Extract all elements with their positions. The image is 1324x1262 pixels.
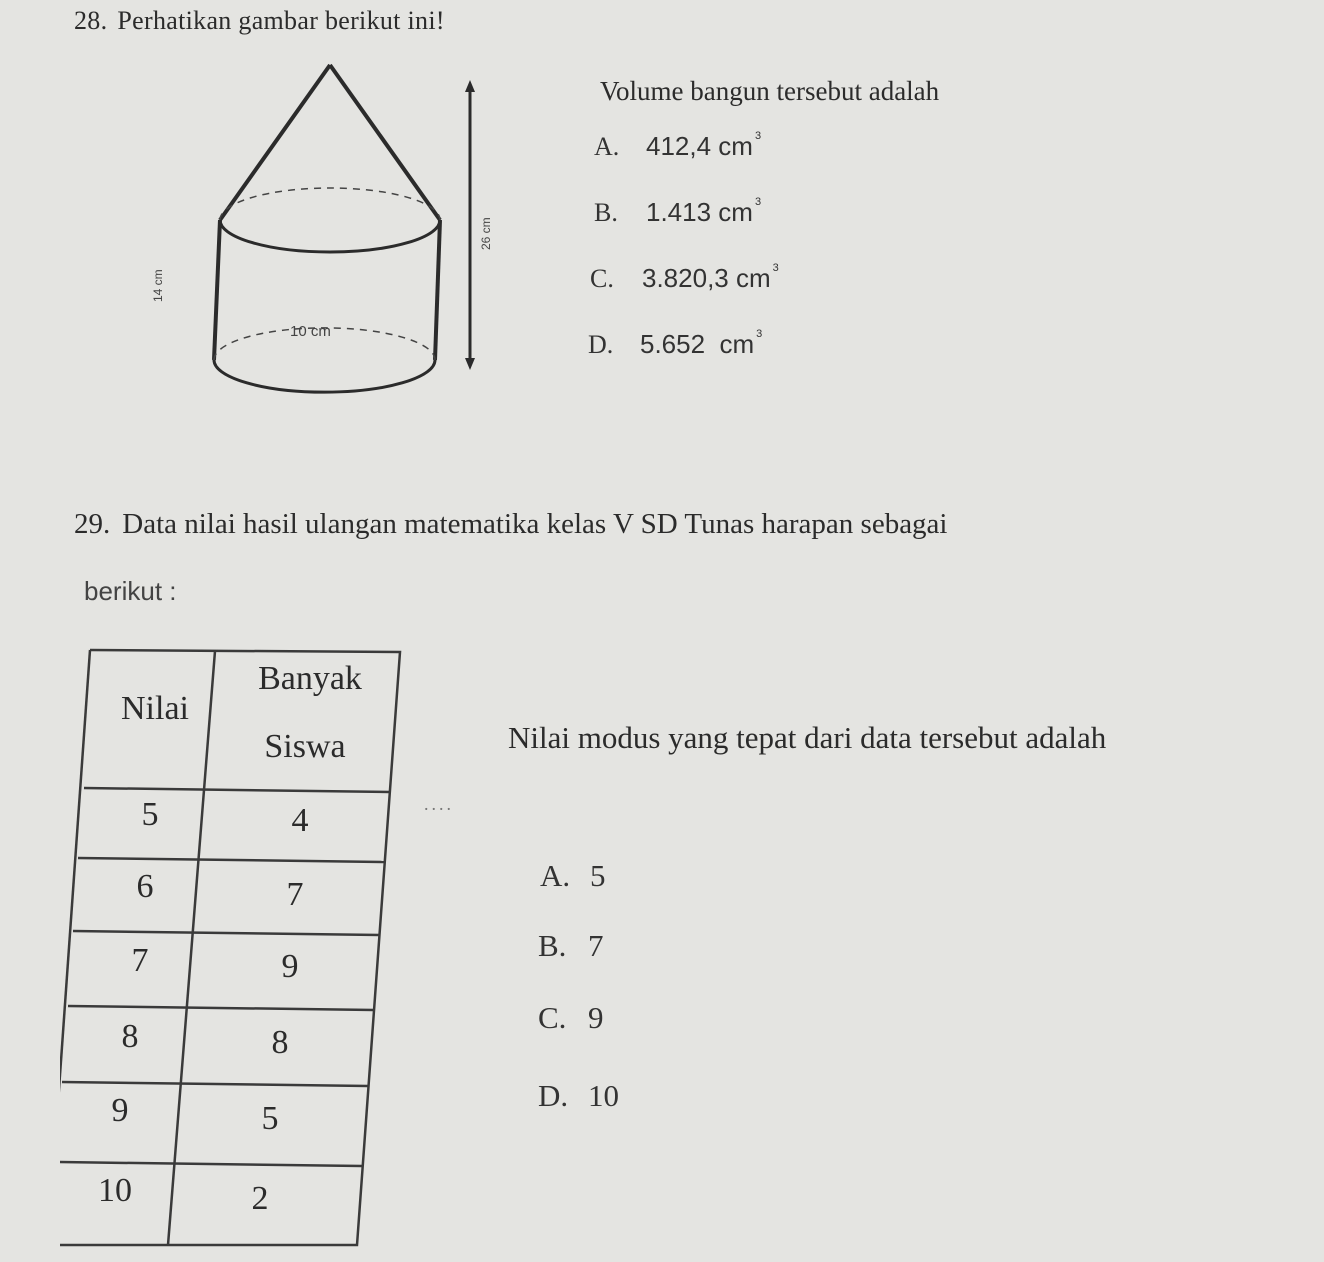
table-row-divider-5	[60, 1162, 362, 1166]
score-table	[60, 640, 420, 1260]
arrow-head-top	[465, 80, 475, 92]
table-cell: 5	[141, 796, 159, 833]
option-letter: C.	[538, 1000, 567, 1035]
table-header-siswa: Siswa	[264, 728, 346, 765]
table-cell: 5	[261, 1100, 279, 1137]
cone-right-edge	[330, 65, 440, 220]
option-letter: D.	[538, 1078, 569, 1113]
question-28-title	[74, 6, 445, 36]
table-cell: 9	[281, 948, 299, 985]
table-row-divider-4	[62, 1082, 368, 1086]
option-letter: B.	[538, 928, 567, 963]
top-ellipse-front	[220, 220, 440, 252]
option-value: 3.820,3 cm	[642, 263, 771, 293]
table-row-divider-2	[73, 931, 380, 935]
q28-option-c[interactable]	[590, 262, 779, 294]
table-cell: 8	[121, 1018, 139, 1055]
table-cell: 10	[98, 1172, 132, 1209]
option-exponent: 3	[772, 262, 779, 274]
top-ellipse-back	[220, 188, 440, 220]
question-29-title-continued: berikut :	[84, 576, 177, 606]
question-28-prompt: Volume bangun tersebut adalah	[600, 76, 940, 106]
option-value: 5	[590, 858, 606, 893]
q28-option-a[interactable]	[594, 130, 761, 162]
table-cell: 4	[291, 802, 309, 839]
option-letter: A.	[594, 132, 620, 161]
question-29-text: Data nilai hasil ulangan matematika kelas V SD Tunas harapan sebagai	[122, 508, 948, 540]
table-left-border	[60, 650, 90, 1245]
option-value: 412,4 cm	[646, 131, 753, 161]
q29-option-d[interactable]	[538, 1078, 619, 1114]
cylinder-right-side	[435, 220, 440, 360]
table-cell: 7	[286, 876, 304, 913]
option-letter: D.	[588, 330, 614, 359]
option-value: 5.652 cm	[640, 329, 755, 359]
option-letter: B.	[594, 198, 618, 227]
bottom-ellipse-front	[214, 360, 435, 392]
question-29-prompt: Nilai modus yang tepat dari data tersebut adalah	[508, 720, 1107, 755]
table-cell: 2	[251, 1180, 269, 1217]
q29-option-c[interactable]	[538, 1000, 604, 1036]
total-height-label: 26 cm	[479, 217, 493, 250]
q29-option-b[interactable]	[538, 928, 604, 964]
cone-left-edge	[220, 65, 330, 220]
cone-cylinder-figure	[150, 60, 510, 400]
table-row-divider-3	[68, 1006, 374, 1010]
arrow-head-bottom	[465, 358, 475, 370]
table-cell: 9	[111, 1092, 129, 1129]
q28-option-b[interactable]	[594, 196, 761, 228]
question-29-title	[74, 508, 948, 541]
table-cell: 8	[271, 1024, 289, 1061]
option-exponent: 3	[756, 328, 763, 340]
answer-blank-dots: ....	[424, 794, 454, 814]
option-exponent: 3	[754, 130, 762, 142]
cylinder-height-label: 14 cm	[151, 269, 165, 302]
option-value: 10	[588, 1078, 619, 1113]
table-row-divider-1	[78, 858, 385, 862]
question-29-number: 29.	[74, 508, 111, 540]
table-cell: 6	[136, 868, 154, 905]
option-letter: A.	[540, 858, 571, 893]
q28-option-d[interactable]	[588, 328, 762, 360]
table-header-divider	[84, 788, 390, 792]
option-value: 1.413 cm	[646, 197, 753, 227]
table-header-banyak: Banyak	[258, 660, 362, 697]
option-value: 9	[588, 1000, 604, 1035]
option-value: 7	[588, 928, 604, 963]
table-header-nilai: Nilai	[121, 690, 189, 727]
q29-option-a[interactable]	[540, 858, 606, 894]
option-exponent: 3	[754, 196, 762, 208]
table-cell: 7	[131, 942, 149, 979]
diameter-label: 10 cm	[290, 323, 331, 340]
option-letter: C.	[590, 264, 614, 293]
question-28-text: Perhatikan gambar berikut ini!	[117, 6, 445, 35]
cylinder-left-side	[214, 220, 220, 360]
question-28-number: 28.	[74, 6, 108, 35]
